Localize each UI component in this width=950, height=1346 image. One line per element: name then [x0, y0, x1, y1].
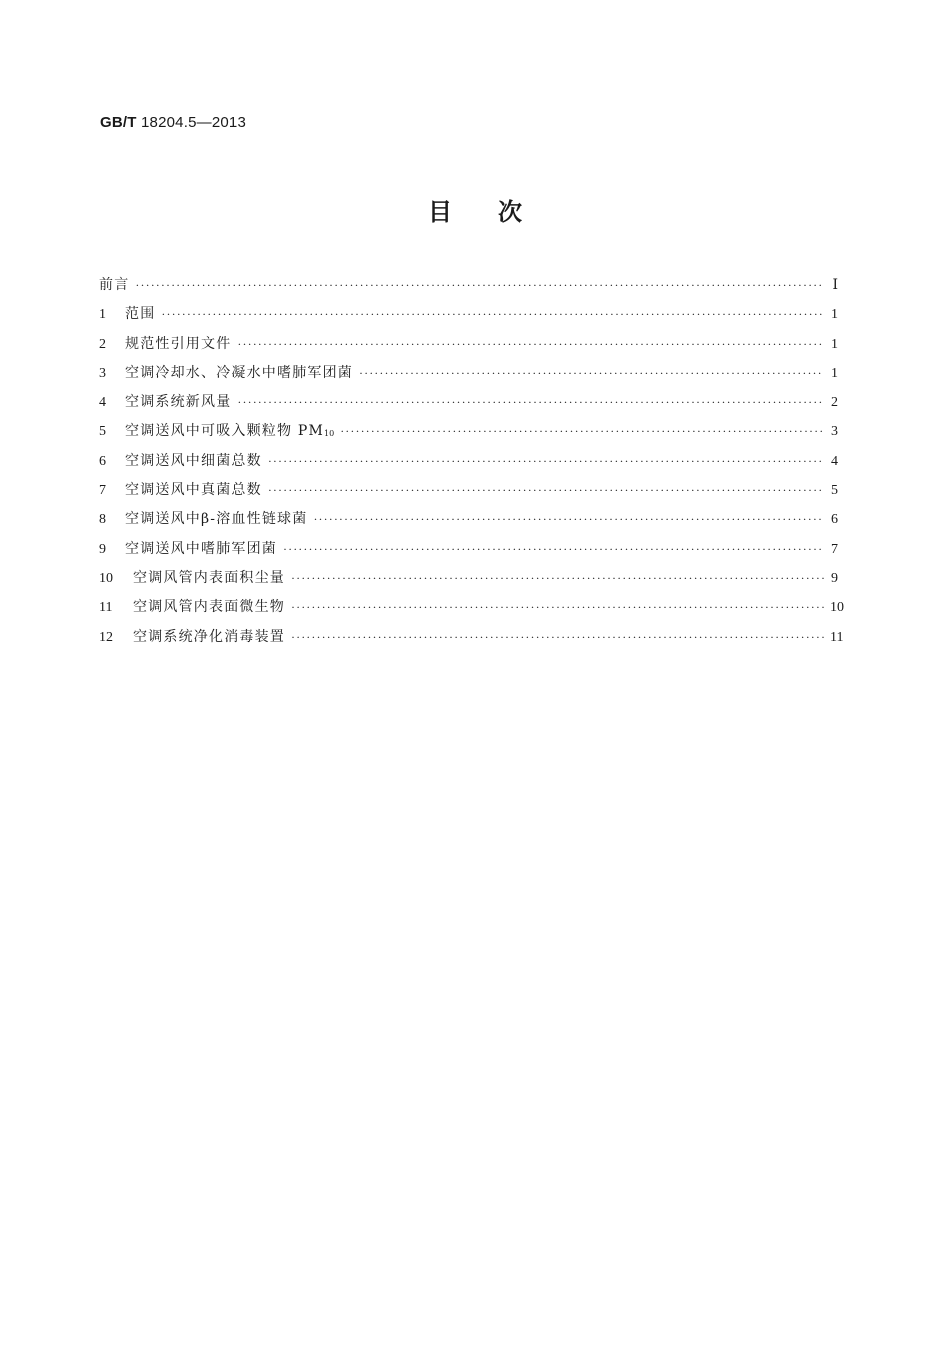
toc-entry-11[interactable]	[99, 597, 844, 626]
toc-entry-title: 空调送风中真菌总数	[125, 482, 262, 499]
toc-entry-page: 3	[831, 424, 838, 440]
toc-entry-4[interactable]	[99, 392, 838, 421]
toc-entry-title: 空调系统净化消毒装置	[133, 628, 285, 645]
dot-leader	[291, 568, 824, 588]
toc-entry-page: 7	[831, 541, 838, 557]
standard-prefix: GB/T	[100, 114, 137, 131]
dot-leader	[283, 539, 824, 559]
toc-entry-page: 9	[831, 570, 838, 586]
toc-entry-6[interactable]	[99, 451, 838, 480]
toc-entry-title: 空调冷却水、冷凝水中嗜肺军团菌	[125, 364, 353, 381]
dot-leader	[340, 421, 824, 441]
toc-entry-number: 9	[99, 541, 106, 557]
dot-leader	[313, 509, 824, 529]
toc-entry-page: Ⅰ	[832, 278, 838, 293]
standard-code	[100, 114, 246, 131]
toc-entry-title: 规范性引用文件	[125, 335, 232, 352]
toc-entry-number: 1	[99, 307, 106, 323]
toc-entry-3[interactable]	[99, 363, 838, 392]
dot-leader	[237, 392, 824, 412]
standard-number: 18204.5—2013	[141, 114, 247, 131]
toc-entry-number: 12	[99, 629, 113, 645]
toc-entry-title: 空调风管内表面微生物	[133, 599, 285, 616]
toc-entry-1[interactable]	[99, 304, 838, 333]
toc-entry-number: 4	[99, 395, 106, 411]
toc-entry-page: 6	[831, 512, 838, 528]
toc-entry-10[interactable]	[99, 568, 838, 597]
subscript: 10	[324, 429, 335, 439]
toc-entry-page: 4	[831, 453, 838, 469]
toc-entry-page: 1	[831, 307, 838, 323]
toc-entry-foreword[interactable]	[99, 275, 838, 304]
toc-entry-number: 10	[99, 570, 113, 586]
toc-entry-page: 11	[830, 629, 844, 645]
dot-leader	[161, 304, 824, 324]
toc-entry-12[interactable]	[99, 627, 844, 656]
toc-entry-number: 2	[99, 336, 106, 352]
toc-entry-title-wrap	[125, 421, 334, 444]
toc-entry-number: 11	[99, 600, 113, 616]
dot-leader	[135, 275, 824, 295]
toc-entry-page: 1	[831, 336, 838, 352]
toc-entry-number: 6	[99, 453, 106, 469]
toc-entry-5[interactable]	[99, 421, 838, 450]
toc-entry-title: 范围	[125, 306, 156, 323]
toc-entry-page: 5	[831, 483, 838, 499]
toc-entry-title: 空调风管内表面积尘量	[133, 569, 285, 586]
toc-entry-title: 空调送风中β-溶血性链球菌	[125, 511, 308, 528]
toc-entry-page: 2	[831, 395, 838, 411]
dot-leader	[268, 480, 824, 500]
toc-entry-2[interactable]	[99, 334, 838, 363]
dot-leader	[291, 597, 824, 617]
toc-entry-title: 前言	[99, 277, 130, 293]
toc-entry-title: 空调送风中嗜肺军团菌	[125, 540, 277, 557]
toc-entry-title: 空调系统新风量	[125, 394, 232, 411]
dot-leader	[291, 627, 824, 647]
dot-leader	[237, 334, 824, 354]
toc-entry-9[interactable]	[99, 539, 838, 568]
dot-leader	[359, 363, 824, 383]
toc-entry-7[interactable]	[99, 480, 838, 509]
table-of-contents	[99, 275, 844, 656]
toc-entry-8[interactable]	[99, 509, 838, 538]
toc-entry-title: 空调送风中可吸入颗粒物 PM	[125, 423, 325, 440]
toc-entry-title: 空调送风中细菌总数	[125, 452, 262, 469]
toc-entry-number: 5	[99, 424, 106, 440]
toc-entry-number: 7	[99, 483, 106, 499]
toc-entry-page: 10	[830, 600, 844, 616]
toc-entry-page: 1	[831, 365, 838, 381]
page-title: 目次	[428, 198, 568, 226]
toc-entry-number: 3	[99, 365, 106, 381]
toc-entry-number: 8	[99, 512, 106, 528]
dot-leader	[268, 451, 824, 471]
